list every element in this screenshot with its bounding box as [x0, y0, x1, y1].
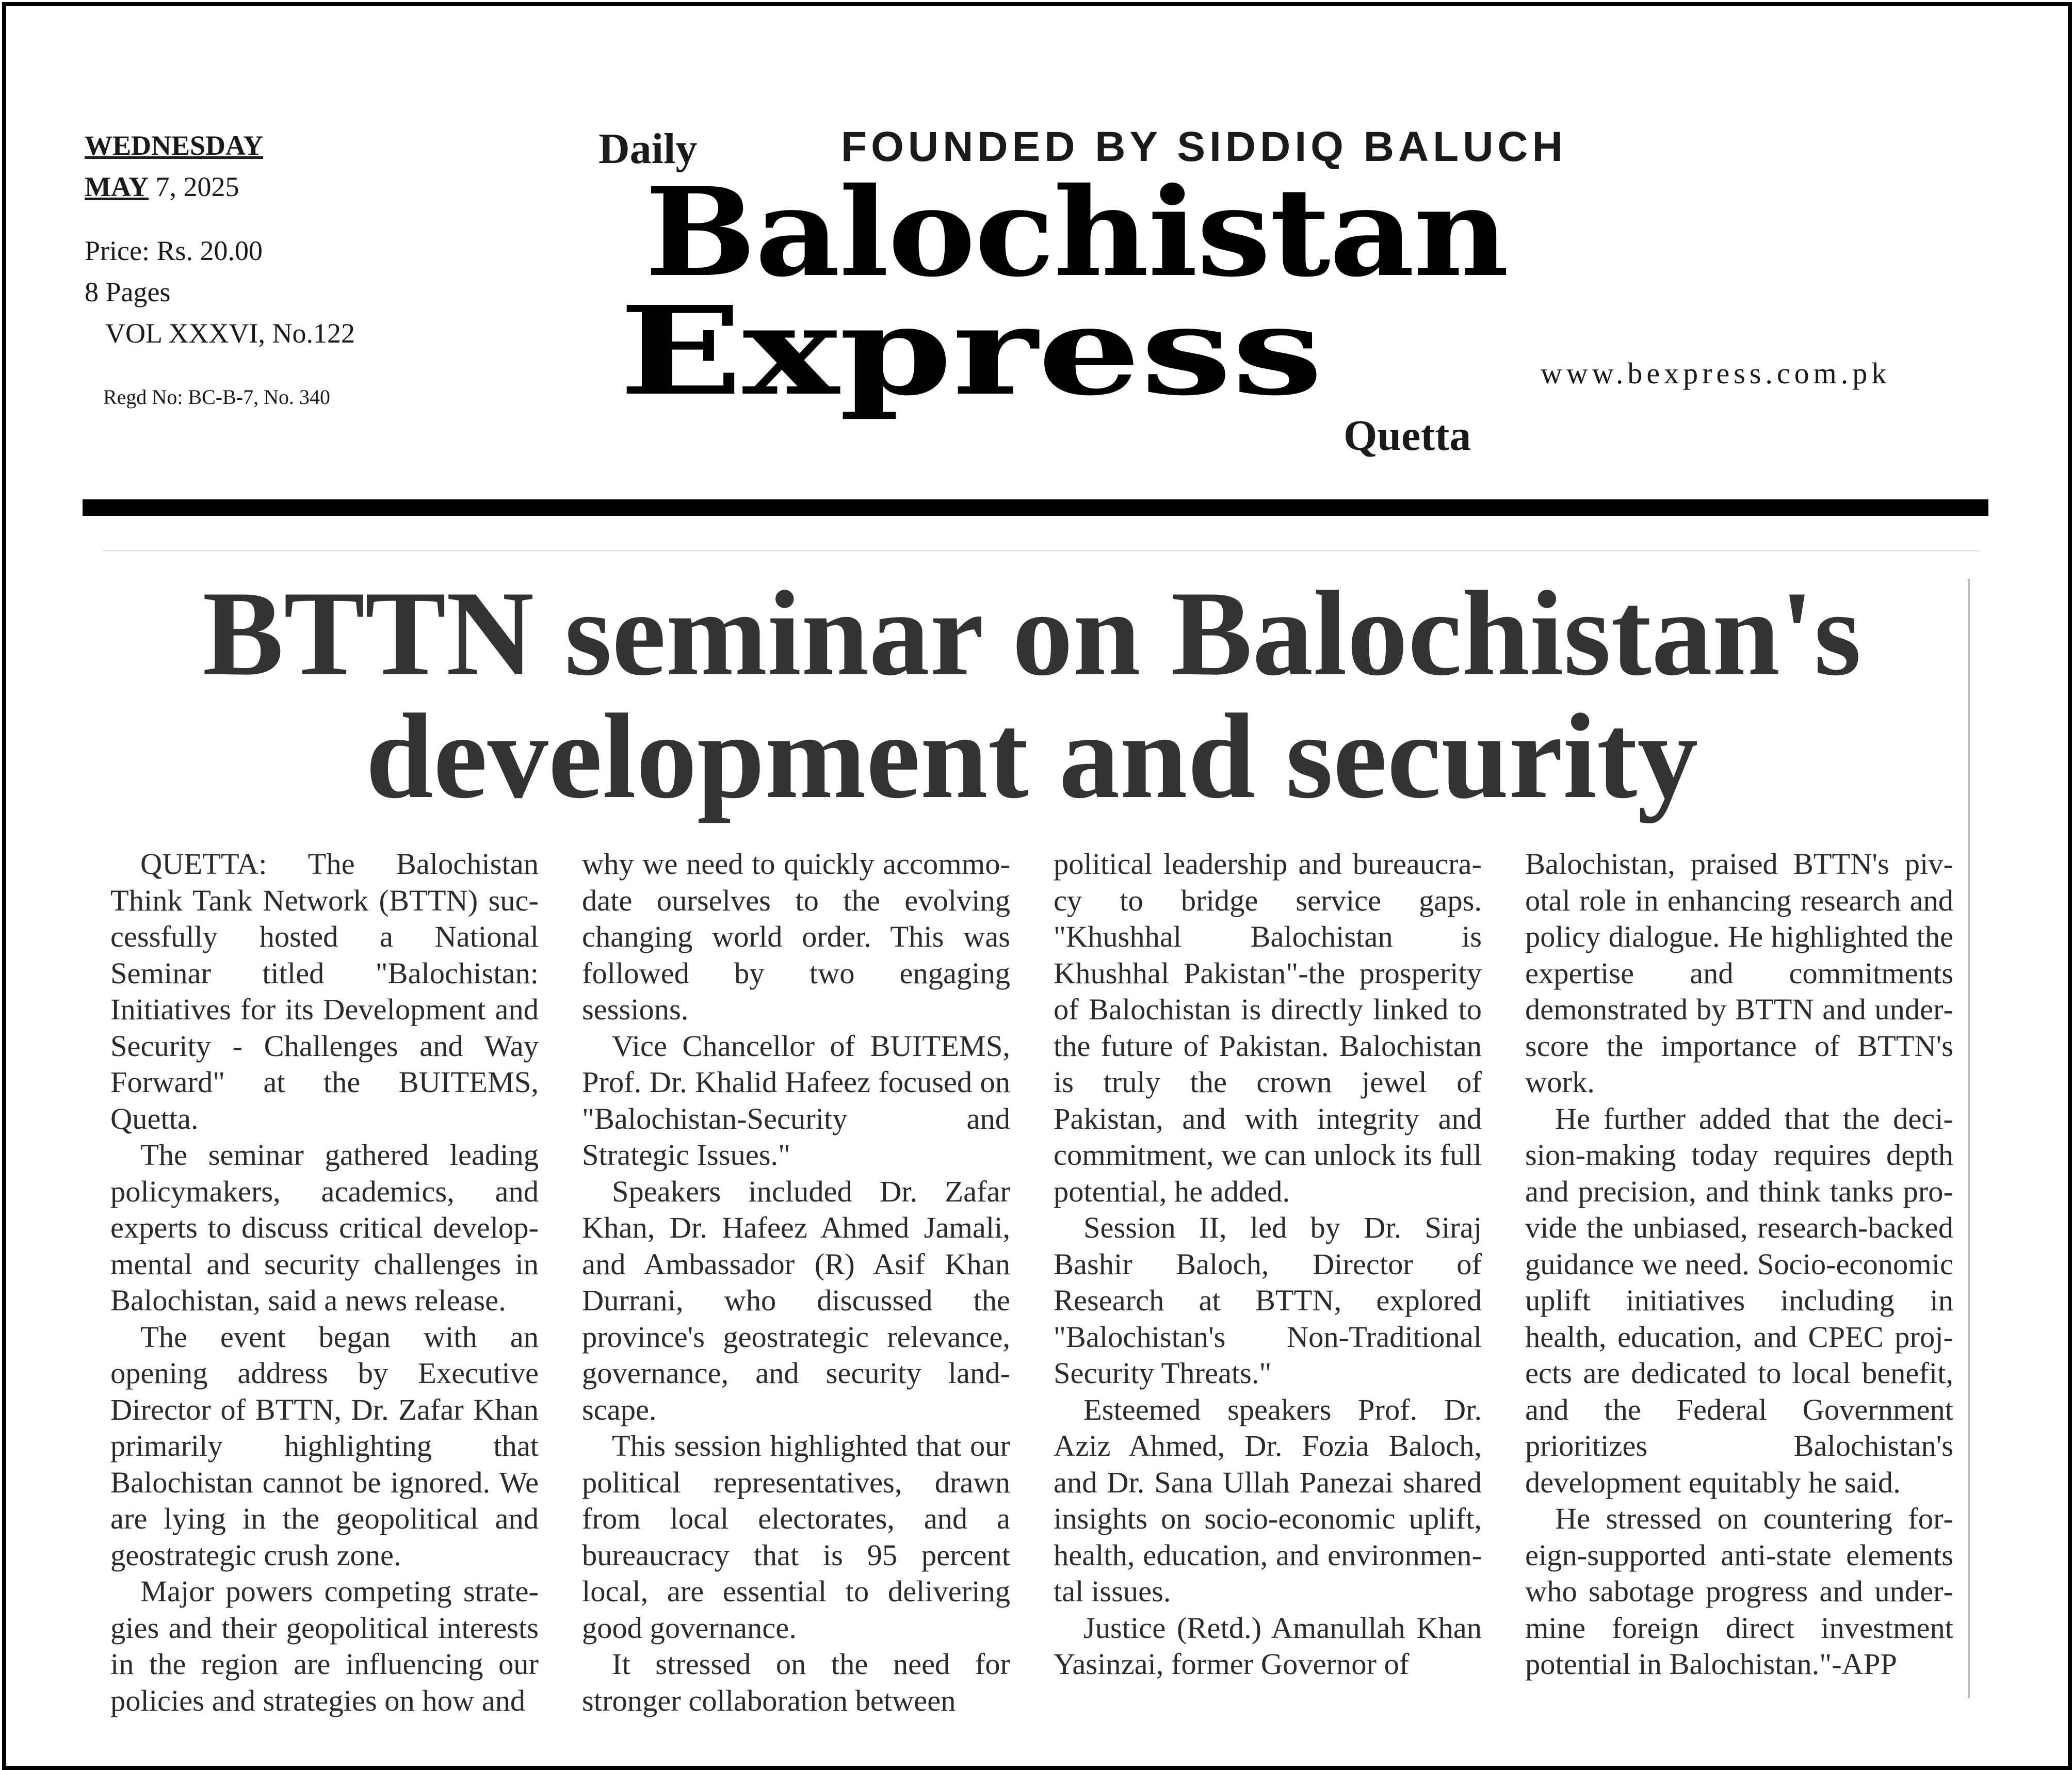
newspaper-title-line-1: Balochistan [645, 160, 1508, 304]
paragraph: He further added that the decision-making today requires depth and precision, and think tanks provide the unbiased, research-backed guidance we need. Socio-economic uplift initiatives including in health, education, and CPEC projects are dedicated to local benefit, and the Federal Government prioritizes Balochistan's development equitably he said. [1525, 1101, 1953, 1499]
registration-number: Regd No: BC-B-7, No. 340 [103, 385, 330, 409]
masthead-meta [85, 125, 446, 418]
website-url: www.bexpress.com.pk [1541, 356, 1891, 390]
paragraph: The seminar gathered leading policymakers, academics, and experts to discuss critical developmental and security challenges in Balochistan, said a news release. [110, 1138, 539, 1317]
paragraph: The event began with an opening address by Executive Director of BTTN, Dr. Zafar Khan primarily highlighting that Balochistan cannot be ignored. We are lying in the geopolitical and geostrategic crush zone. [110, 1320, 539, 1572]
article-headline: BTTN seminar on Balochistan's development and security [202, 566, 1861, 824]
article-top-rule [103, 550, 1979, 551]
article-column-3 [1054, 846, 1482, 1683]
paragraph: It stressed on the need for stronger collaboration between [582, 1647, 1010, 1717]
paragraph: Justice (Retd.) Amanullah Khan Yasinzai, former Governor of [1054, 1611, 1482, 1681]
paragraph: This session highlighted that our political representatives, drawn from local electorates, and a bureaucracy that is 95 percent local, are essential to delivering good governance. [582, 1429, 1010, 1645]
paragraph: political leadership and bureaucracy to bridge service gaps. "Khushhal Balochistan is Khushhal Pakistan"-the prosperity of Balochistan is directly linked to the future of Pakistan. Balochistan is truly the crown jewel of Pakistan, and with integrity and commitment, we can unlock its full potential, he added. [1054, 847, 1482, 1208]
daily-label: Daily [598, 125, 698, 173]
city-label: Quetta [1343, 412, 1471, 460]
paragraph: Session II, led by Dr. Siraj Bashir Baloch, Director of Research at BTTN, explored "Balochistan's Non-Traditional Security Threats." [1054, 1211, 1482, 1390]
paragraph: Major powers competing strategies and their geopolitical interests in the region are influencing our policies and strategies on how and [110, 1574, 539, 1717]
issue-day: WEDNESDAY [85, 130, 264, 161]
paragraph: why we need to quickly accommodate ourselves to the evolving changing world order. This was followed by two engaging sessions. [582, 847, 1010, 1026]
paragraph: Speakers included Dr. Zafar Khan, Dr. Hafeez Ahmed Jamali, and Ambassador (R) Asif Khan Durrani, who discussed the province's geostrategic relevance, governance, and security landscape. [582, 1174, 1010, 1426]
article-column-4 [1525, 846, 1953, 1683]
paragraph: QUETTA: The Balochistan Think Tank Network (BTTN) successfully hosted a National Seminar titled "Balochistan: Initiatives for its Development and Security - Challenges and Way Forward" at the BUITEMS, Quetta. [110, 847, 539, 1135]
article-column-1 [110, 846, 539, 1719]
article-column-2 [582, 846, 1010, 1719]
founded-by: FOUNDED BY SIDDIQ BALUCH [841, 123, 1567, 170]
issue-month: MAY [85, 171, 149, 202]
masthead-divider [83, 499, 1988, 516]
newspaper-title-line-2: Express [619, 279, 1323, 423]
paragraph: Esteemed speakers Prof. Dr. Aziz Ahmed, Dr. Fozia Baloch, and Dr. Sana Ullah Panezai shared insights on socio-economic uplift, health, education, and environmental issues. [1054, 1392, 1482, 1608]
issue-date-rest: 7, 2025 [155, 171, 239, 202]
issue-price: Price: Rs. 20.00 [85, 235, 263, 266]
paragraph: Vice Chancellor of BUITEMS, Prof. Dr. Khalid Hafeez focused on "Balochistan-Security and Strategic Issues." [582, 1029, 1010, 1172]
article-right-rule [1968, 579, 1970, 1698]
paragraph: Balochistan, praised BTTN's pivotal role in enhancing research and policy dialogue. He highlighted the expertise and commitments demonstrated by BTTN and underscore the importance of BTTN's work. [1525, 847, 1953, 1099]
paragraph: He stressed on countering foreign-supported anti-state elements who sabotage progress and undermine foreign direct investment potential in Balochistan."-APP [1525, 1502, 1953, 1681]
issue-date [85, 171, 239, 202]
issue-pages: 8 Pages [85, 277, 171, 307]
issue-volume: VOL XXXVI, No.122 [105, 318, 355, 349]
